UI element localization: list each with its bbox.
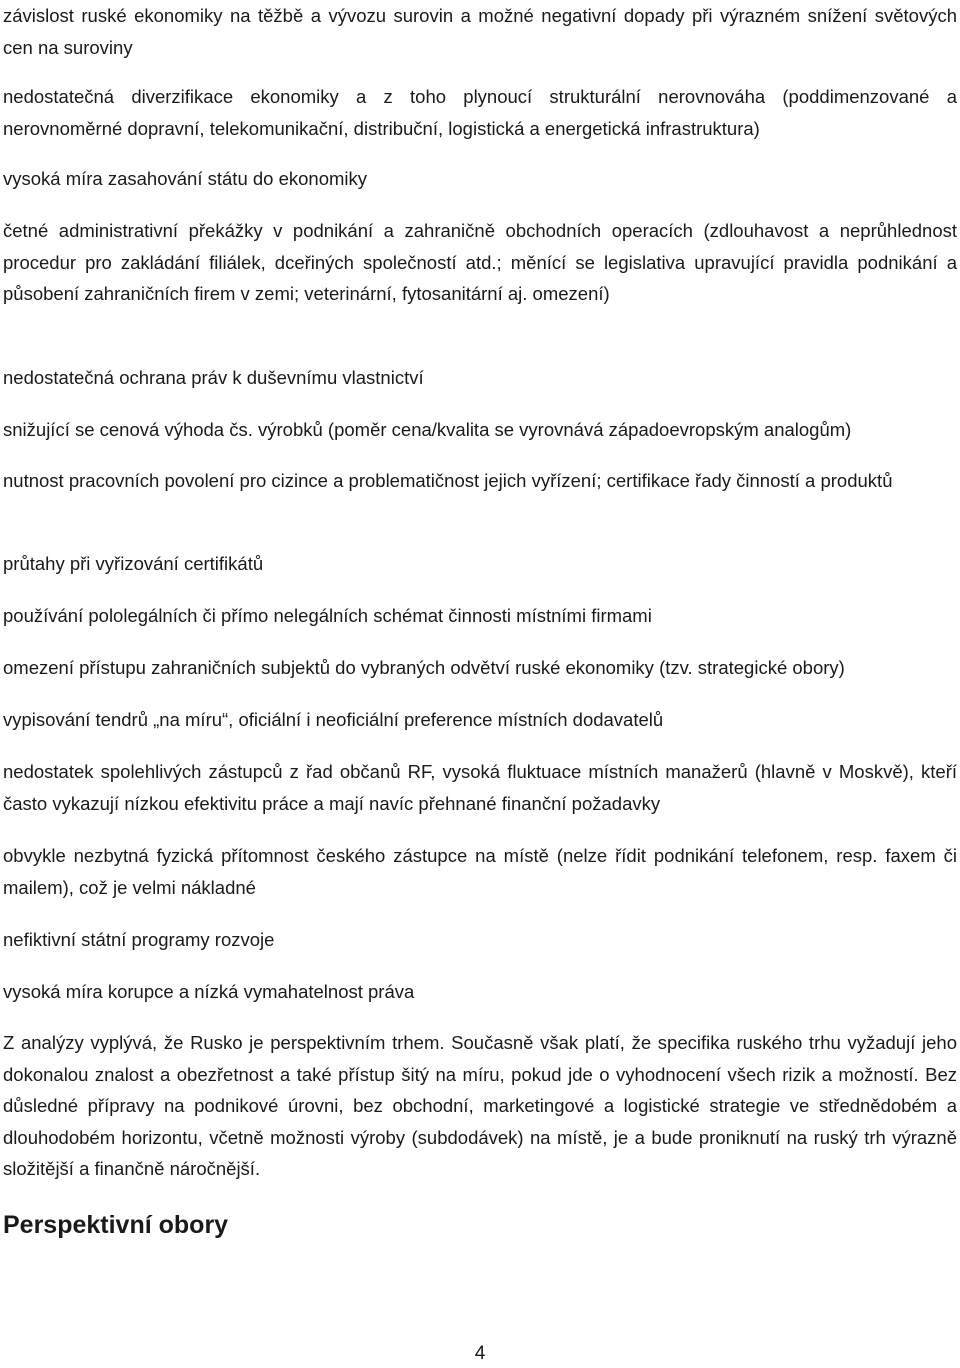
risk-item-diversification: nedostatečná diverzifikace ekonomiky a z toho plynoucí strukturální nerovnováha (poddimenzované a nerovnoměrné dopravní, telekomunikační, distribuční, logistická a energetická infrastruktura) [3,86,957,139]
risk-item-certificate-delays: průtahy při vyřizování certifikátů [3,553,264,574]
risk-item-illegal-schemes: používání pololegálních či přímo nelegálních schémat činnosti místními firmami [3,605,652,626]
risk-item-administrative-barriers: četné administrativní překážky v podnikání a zahraničně obchodních operacích (zdlouhavost a neprůhlednost procedur pro zakládání filiálek, dceřiných společností atd.; měnící se legislativa upravující pravidla podnikání a působení zahraničních firem v zemi; veterinární, fytosanitární aj. omezení) [3,220,957,304]
risk-item-raw-materials: závislost ruské ekonomiky na těžbě a vývozu surovin a možné negativní dopady při výrazném snížení světových cen na suroviny [3,5,957,58]
risk-item-sector-restrictions: omezení přístupu zahraničních subjektů do vybraných odvětví ruské ekonomiky (tzv. strategické obory) [3,657,845,678]
conclusion-paragraph: Z analýzy vyplývá, že Rusko je perspektivním trhem. Současně však platí, že specifika ruského trhu vyžadují jeho dokonalou znalost a obezřetnost a také přístup šitý na míru, pokud jde o vyhodnocení všech rizik a možností. Bez důsledné přípravy na podnikové úrovni, bez obchodní, marketingové a logistické strategie ve střednědobém a dlouhodobém horizontu, včetně možnosti výroby (subdodávek) na místě, je a bude proniknutí na ruský trh výrazně složitější a finančně náročnější. [3,1032,957,1179]
section-heading: Perspektivní obory [3,1211,229,1239]
risk-item-state-intervention: vysoká míra zasahování státu do ekonomiky [3,168,368,189]
risk-item-tenders: vypisování tendrů „na míru“, oficiální i neoficiální preference místních dodavatelů [3,709,664,730]
risk-item-work-permits: nutnost pracovních povolení pro cizince a problematičnost jejich vyřízení; certifikace řady činností a produktů [3,470,893,491]
risk-item-intellectual-property: nedostatečná ochrana práv k duševnímu vlastnictví [3,367,424,388]
page-number: 4 [474,1343,486,1364]
risk-item-physical-presence: obvykle nezbytná fyzická přítomnost českého zástupce na místě (nelze řídit podnikání telefonem, resp. faxem či mailem), což je velmi nákladné [3,845,957,898]
risk-item-representatives: nedostatek spolehlivých zástupců z řad občanů RF, vysoká fluktuace místních manažerů (hlavně v Moskvě), kteří často vykazují nízkou efektivitu práce a mají navíc přehnané finanční požadavky [3,761,957,814]
risk-item-corruption: vysoká míra korupce a nízká vymahatelnost práva [3,981,415,1002]
risk-item-price-advantage: snižující se cenová výhoda čs. výrobků (poměr cena/kvalita se vyrovnává západoevropským analogům) [3,419,852,440]
risk-item-state-programs: nefiktivní státní programy rozvoje [3,929,275,950]
